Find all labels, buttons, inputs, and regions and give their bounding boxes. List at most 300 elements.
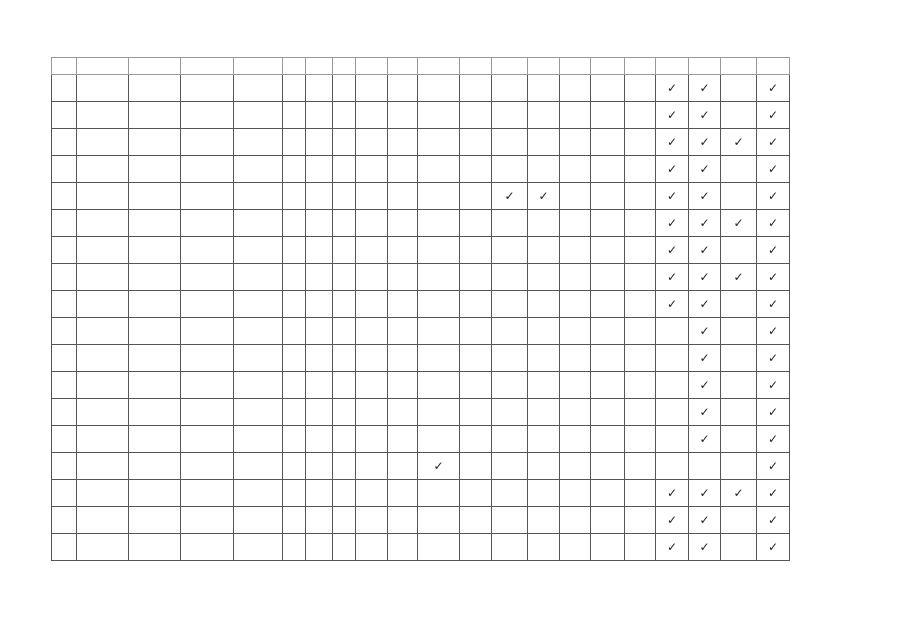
check-cell: [560, 129, 591, 156]
table-cell: [77, 426, 129, 453]
check-cell: [689, 372, 721, 399]
check-cell: [418, 453, 460, 480]
check-cell: [418, 372, 460, 399]
check-icon: ✓: [767, 540, 779, 554]
check-icon: ✓: [666, 135, 678, 149]
check-cell: [757, 426, 790, 453]
check-cell: [625, 129, 656, 156]
table-cell: [306, 291, 333, 318]
table-cell: [333, 156, 356, 183]
table-cell: [52, 237, 77, 264]
table-row: [52, 129, 790, 156]
table-cell: [283, 480, 306, 507]
table-cell: [388, 102, 418, 129]
table-cell: [306, 480, 333, 507]
table-cell: [388, 264, 418, 291]
check-cell: [625, 453, 656, 480]
check-icon: ✓: [699, 513, 710, 527]
check-cell: [591, 453, 625, 480]
table-cell: [283, 345, 306, 372]
table-cell: [129, 507, 181, 534]
check-cell: [528, 156, 560, 183]
check-icon: ✓: [767, 324, 779, 338]
check-cell: [528, 318, 560, 345]
table-cell: [333, 318, 356, 345]
table-cell: [181, 453, 234, 480]
header-cell: [625, 58, 656, 75]
table-cell: [77, 210, 129, 237]
check-cell: [656, 345, 689, 372]
table-cell: [283, 291, 306, 318]
check-cell: [591, 129, 625, 156]
table-cell: [388, 507, 418, 534]
check-cell: [460, 75, 492, 102]
check-cell: [721, 399, 757, 426]
check-cell: [757, 291, 790, 318]
check-cell: [560, 345, 591, 372]
table-cell: [333, 129, 356, 156]
check-cell: [721, 210, 757, 237]
header-cell: [306, 58, 333, 75]
check-cell: [492, 453, 528, 480]
check-cell: [721, 264, 757, 291]
check-cell: [656, 318, 689, 345]
table-cell: [77, 318, 129, 345]
check-cell: [460, 102, 492, 129]
table-cell: [283, 534, 306, 561]
check-cell: [721, 75, 757, 102]
table-cell: [306, 318, 333, 345]
table-cell: [283, 318, 306, 345]
check-icon: ✓: [767, 351, 779, 365]
table-cell: [283, 210, 306, 237]
table-cell: [52, 345, 77, 372]
check-icon: ✓: [538, 189, 549, 203]
check-icon: ✓: [699, 216, 710, 230]
check-icon: ✓: [699, 351, 710, 365]
table-cell: [306, 210, 333, 237]
check-icon: ✓: [767, 216, 779, 230]
check-icon: ✓: [666, 81, 678, 95]
table-cell: [234, 507, 283, 534]
check-cell: [757, 129, 790, 156]
table-cell: [234, 318, 283, 345]
table-cell: [283, 372, 306, 399]
check-icon: ✓: [767, 189, 779, 203]
check-icon: ✓: [733, 486, 744, 500]
table-cell: [77, 75, 129, 102]
table-cell: [306, 534, 333, 561]
header-cell: [283, 58, 306, 75]
table-cell: [129, 345, 181, 372]
table-cell: [333, 399, 356, 426]
check-cell: [418, 102, 460, 129]
check-cell: [560, 291, 591, 318]
check-icon: ✓: [733, 135, 744, 149]
check-icon: ✓: [699, 486, 710, 500]
header-cell: [77, 58, 129, 75]
table-cell: [356, 129, 388, 156]
table-cell: [181, 156, 234, 183]
table-cell: [388, 129, 418, 156]
check-icon: ✓: [733, 270, 744, 284]
check-cell: [689, 507, 721, 534]
check-cell: [528, 534, 560, 561]
check-icon: ✓: [666, 108, 678, 122]
check-icon: ✓: [699, 108, 710, 122]
table-cell: [52, 507, 77, 534]
table-cell: [356, 75, 388, 102]
header-cell: [492, 58, 528, 75]
check-cell: [418, 237, 460, 264]
header-cell: [129, 58, 181, 75]
check-cell: [591, 318, 625, 345]
table-cell: [129, 75, 181, 102]
check-icon: ✓: [767, 459, 779, 473]
table-cell: [306, 237, 333, 264]
table-cell: [234, 75, 283, 102]
table-cell: [181, 399, 234, 426]
table-cell: [333, 102, 356, 129]
check-cell: [492, 534, 528, 561]
check-cell: [721, 183, 757, 210]
table-cell: [388, 291, 418, 318]
check-cell: [689, 453, 721, 480]
check-cell: [560, 210, 591, 237]
header-cell: [52, 58, 77, 75]
table-cell: [388, 453, 418, 480]
table-cell: [52, 453, 77, 480]
check-cell: [418, 426, 460, 453]
check-cell: [625, 237, 656, 264]
check-cell: [721, 102, 757, 129]
check-cell: [528, 129, 560, 156]
check-cell: [591, 210, 625, 237]
check-cell: [492, 345, 528, 372]
header-cell: [721, 58, 757, 75]
table-cell: [356, 318, 388, 345]
table-cell: [234, 291, 283, 318]
table-cell: [52, 102, 77, 129]
check-icon: ✓: [767, 432, 779, 446]
table-cell: [356, 399, 388, 426]
table-cell: [77, 291, 129, 318]
check-cell: [492, 156, 528, 183]
check-cell: [460, 480, 492, 507]
table-cell: [333, 453, 356, 480]
table-cell: [52, 210, 77, 237]
check-icon: ✓: [699, 162, 710, 176]
check-cell: [528, 453, 560, 480]
check-cell: [721, 480, 757, 507]
check-cell: [460, 183, 492, 210]
check-cell: [560, 102, 591, 129]
check-cell: [757, 372, 790, 399]
check-cell: [689, 318, 721, 345]
check-cell: [625, 264, 656, 291]
check-cell: [591, 102, 625, 129]
table-cell: [283, 399, 306, 426]
check-icon: ✓: [666, 189, 678, 203]
check-cell: [625, 183, 656, 210]
check-icon: ✓: [699, 432, 710, 446]
check-cell: [721, 453, 757, 480]
table-cell: [129, 480, 181, 507]
check-cell: [591, 237, 625, 264]
header-cell: [656, 58, 689, 75]
table-cell: [234, 453, 283, 480]
table-cell: [129, 399, 181, 426]
check-cell: [560, 399, 591, 426]
table-row: [52, 183, 790, 210]
data-table: [51, 57, 790, 561]
table-cell: [388, 318, 418, 345]
table-cell: [181, 75, 234, 102]
check-cell: [721, 534, 757, 561]
table-cell: [129, 291, 181, 318]
table-cell: [356, 453, 388, 480]
table-cell: [283, 129, 306, 156]
check-cell: [460, 237, 492, 264]
table-cell: [283, 102, 306, 129]
header-cell: [460, 58, 492, 75]
check-cell: [492, 75, 528, 102]
table-cell: [356, 156, 388, 183]
check-cell: [528, 480, 560, 507]
table-cell: [77, 534, 129, 561]
header-cell: [528, 58, 560, 75]
table-cell: [129, 264, 181, 291]
check-cell: [689, 345, 721, 372]
table-row: [52, 75, 790, 102]
check-cell: [418, 129, 460, 156]
check-cell: [625, 480, 656, 507]
table-cell: [181, 426, 234, 453]
table-cell: [388, 399, 418, 426]
check-cell: [560, 318, 591, 345]
table-cell: [181, 318, 234, 345]
header-cell: [560, 58, 591, 75]
check-cell: [460, 264, 492, 291]
table-cell: [306, 102, 333, 129]
table-cell: [77, 372, 129, 399]
table-cell: [388, 534, 418, 561]
table-cell: [181, 129, 234, 156]
table-cell: [52, 534, 77, 561]
check-cell: [460, 345, 492, 372]
check-icon: ✓: [666, 297, 678, 311]
check-cell: [689, 291, 721, 318]
check-cell: [689, 399, 721, 426]
check-cell: [591, 183, 625, 210]
check-cell: [560, 453, 591, 480]
table-cell: [129, 102, 181, 129]
check-cell: [591, 291, 625, 318]
table-cell: [234, 480, 283, 507]
check-icon: ✓: [666, 540, 678, 554]
table-cell: [388, 156, 418, 183]
table-cell: [77, 156, 129, 183]
table-cell: [52, 399, 77, 426]
check-cell: [656, 372, 689, 399]
check-icon: ✓: [767, 405, 779, 419]
table-row: [52, 399, 790, 426]
check-cell: [689, 237, 721, 264]
table-cell: [234, 264, 283, 291]
check-cell: [418, 75, 460, 102]
check-cell: [591, 399, 625, 426]
table-row: [52, 345, 790, 372]
check-cell: [460, 372, 492, 399]
table-cell: [306, 264, 333, 291]
table-row: [52, 372, 790, 399]
check-cell: [418, 345, 460, 372]
check-icon: ✓: [767, 378, 779, 392]
table-cell: [234, 129, 283, 156]
check-cell: [656, 480, 689, 507]
table-cell: [283, 183, 306, 210]
table-cell: [356, 183, 388, 210]
table-cell: [356, 291, 388, 318]
check-icon: ✓: [699, 378, 710, 392]
check-cell: [757, 237, 790, 264]
table-cell: [356, 102, 388, 129]
table-cell: [234, 534, 283, 561]
check-cell: [492, 399, 528, 426]
check-cell: [560, 480, 591, 507]
table-cell: [181, 102, 234, 129]
table-cell: [283, 426, 306, 453]
check-icon: ✓: [767, 162, 779, 176]
table-cell: [356, 210, 388, 237]
table-cell: [129, 372, 181, 399]
header-cell: [757, 58, 790, 75]
check-cell: [689, 183, 721, 210]
table-cell: [77, 399, 129, 426]
check-icon: ✓: [666, 513, 678, 527]
table-row: [52, 210, 790, 237]
check-cell: [625, 75, 656, 102]
table-cell: [283, 156, 306, 183]
check-cell: [625, 291, 656, 318]
check-icon: ✓: [699, 324, 710, 338]
check-cell: [625, 102, 656, 129]
check-cell: [656, 75, 689, 102]
table-row: [52, 426, 790, 453]
check-cell: [528, 507, 560, 534]
table-cell: [356, 237, 388, 264]
check-cell: [689, 156, 721, 183]
check-cell: [591, 75, 625, 102]
check-icon: ✓: [699, 81, 710, 95]
table-cell: [181, 210, 234, 237]
check-cell: [656, 264, 689, 291]
check-cell: [460, 291, 492, 318]
table-cell: [333, 210, 356, 237]
table-cell: [388, 480, 418, 507]
check-cell: [492, 210, 528, 237]
table-cell: [77, 480, 129, 507]
check-cell: [560, 507, 591, 534]
check-cell: [656, 102, 689, 129]
check-cell: [721, 156, 757, 183]
check-cell: [492, 129, 528, 156]
check-cell: [528, 264, 560, 291]
table-cell: [77, 453, 129, 480]
check-cell: [721, 291, 757, 318]
table-cell: [388, 75, 418, 102]
check-cell: [757, 183, 790, 210]
check-cell: [689, 480, 721, 507]
check-icon: ✓: [666, 486, 678, 500]
check-cell: [689, 534, 721, 561]
check-cell: [560, 426, 591, 453]
check-cell: [689, 102, 721, 129]
check-cell: [492, 426, 528, 453]
check-cell: [757, 453, 790, 480]
table-cell: [283, 507, 306, 534]
table-cell: [181, 345, 234, 372]
check-cell: [656, 534, 689, 561]
check-cell: [757, 480, 790, 507]
table-cell: [356, 264, 388, 291]
check-icon: ✓: [666, 162, 678, 176]
check-cell: [528, 210, 560, 237]
table-cell: [283, 237, 306, 264]
check-cell: [492, 183, 528, 210]
check-cell: [721, 237, 757, 264]
check-cell: [625, 426, 656, 453]
check-cell: [656, 156, 689, 183]
check-cell: [528, 291, 560, 318]
table-cell: [333, 264, 356, 291]
check-cell: [560, 534, 591, 561]
check-icon: ✓: [699, 405, 710, 419]
table-cell: [234, 183, 283, 210]
table-row: [52, 237, 790, 264]
check-cell: [560, 75, 591, 102]
check-cell: [418, 264, 460, 291]
table-cell: [306, 372, 333, 399]
check-cell: [492, 480, 528, 507]
header-cell: [388, 58, 418, 75]
table-row: [52, 102, 790, 129]
check-icon: ✓: [699, 243, 710, 257]
check-cell: [757, 318, 790, 345]
check-cell: [492, 507, 528, 534]
table-cell: [77, 237, 129, 264]
check-cell: [656, 399, 689, 426]
table-row: [52, 453, 790, 480]
check-cell: [418, 480, 460, 507]
table-cell: [234, 237, 283, 264]
check-cell: [460, 399, 492, 426]
table-cell: [52, 264, 77, 291]
table-cell: [129, 318, 181, 345]
check-icon: ✓: [767, 108, 779, 122]
table-cell: [234, 399, 283, 426]
check-cell: [418, 183, 460, 210]
header-cell: [333, 58, 356, 75]
check-cell: [656, 129, 689, 156]
table-cell: [388, 210, 418, 237]
check-cell: [418, 399, 460, 426]
table-cell: [234, 210, 283, 237]
check-cell: [492, 237, 528, 264]
table-cell: [129, 453, 181, 480]
check-icon: ✓: [767, 135, 779, 149]
table-cell: [52, 480, 77, 507]
